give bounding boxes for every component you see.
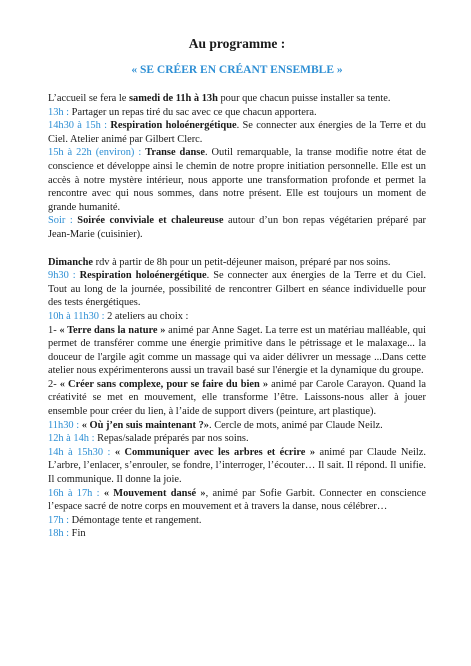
sunday-item bbox=[48, 419, 426, 433]
body-text: . Se connecter aux énergies de la Terre et du Ciel. Tout au long de la journée, possibilité de rencontrer Gilbert en séance individuelle pour des tests énergétiques. bbox=[48, 270, 427, 309]
event-subtitle: « SE CRÉER EN CRÉANT ENSEMBLE » bbox=[131, 64, 343, 76]
sunday-item bbox=[48, 269, 426, 310]
sunday-item bbox=[48, 432, 426, 446]
body-text: 2 ateliers au choix : bbox=[107, 310, 189, 322]
highlight-text: samedi de 11h à 13h bbox=[128, 93, 218, 104]
time-label: 10h à 11h30 : bbox=[48, 310, 108, 322]
body-text: rdv à partir de 8h pour un petit-déjeuner maison, préparé par nos soins. bbox=[93, 256, 391, 268]
highlight-text: Soirée conviviale et chaleureuse bbox=[77, 215, 224, 227]
time-label: 14h30 à 15h : bbox=[48, 120, 111, 132]
saturday-item bbox=[48, 119, 426, 146]
body-text: . Outil remarquable, la transe modifie notre état de conscience et développe ainsi le chemin de notre propre initiation personnelle. Elle est un accès à notre mystère intérieur, nous apporte une transformation profonde et permet la rencontre avec qui nous sommes, dans notre présent. Elle est toujours un moment de grande humanité. bbox=[48, 147, 426, 213]
time-label: 17h : bbox=[48, 514, 72, 526]
body-text: . Cercle de mots, animé par Claude Neilz. bbox=[209, 419, 383, 431]
highlight-text: « Mouvement dansé » bbox=[103, 487, 206, 499]
time-label: 16h à 17h : bbox=[48, 487, 104, 499]
body-text: animé par Claude Neilz. L’arbre, l’enlacer, s’enrouler, se fondre, l’interroger, l’écouter… Il sait. Il répond. Il unifie. Il communique. Il donne la joie. bbox=[48, 446, 427, 486]
body-text: L’accueil se fera le bbox=[48, 93, 129, 104]
page-title: Au programme : bbox=[188, 36, 286, 51]
body-text: animé par Carole Carayon. Quand la créativité se met en mouvement, elle transforme l’être. Laissons-nous aller à jouer ensemble pour créer du lien, à l’aide de support divers (peinture, art plastique). bbox=[48, 378, 426, 418]
body-text: 1- bbox=[48, 324, 60, 336]
saturday-item bbox=[48, 92, 426, 106]
saturday-item bbox=[48, 146, 426, 214]
time-label: 12h à 14h : bbox=[48, 433, 98, 445]
highlight-text: « Créer sans complexe, pour se faire du bien » bbox=[59, 378, 269, 390]
time-label: 14h à 15h30 : bbox=[48, 446, 115, 458]
time-label: 13h : bbox=[48, 106, 72, 118]
body-text: Partager un repas tiré du sac avec ce que chacun apportera. bbox=[71, 106, 317, 118]
highlight-text: « Communiquer avec les arbres et écrire » bbox=[114, 446, 316, 458]
sunday-item bbox=[48, 310, 426, 324]
highlight-text: Respiration holoénergétique bbox=[79, 270, 207, 282]
program-document bbox=[48, 36, 426, 541]
body-text: . Se connecter aux énergies de la Terre et du Ciel. Atelier animé par Gilbert Clerc. bbox=[48, 120, 427, 145]
time-label: 15h à 22h (environ) : bbox=[48, 147, 146, 159]
body-text: , animé par Sofie Garbit. Connecter en conscience l’espace sacré de notre corps en mouvement et à travers la danse, nous célébrer… bbox=[48, 487, 427, 513]
sunday-item bbox=[48, 514, 426, 528]
body-text: Démontage tente et rangement. bbox=[71, 514, 202, 526]
highlight-text: Respiration holoénergétique bbox=[110, 120, 237, 132]
highlight-text: « Terre dans la nature » bbox=[59, 324, 166, 336]
saturday-item bbox=[48, 214, 426, 241]
saturday-item bbox=[48, 106, 426, 120]
body-text: animé par Anne Saget. La terre est un matériau malléable, qui permet de transférer comme une énergie primitive dans le pétrissage et le malaxage... la douceur de l'argile agit comme un massage qui va aider délivrer un message ...Dans cette atelier nous expérimenterons aussi un travail basé sur l'énergie et la dynamique du groupe. bbox=[48, 324, 426, 377]
sunday-item bbox=[48, 487, 426, 514]
highlight-text: « Où j’en suis maintenant ?» bbox=[81, 419, 209, 431]
saturday-schedule bbox=[48, 92, 426, 242]
sunday-item bbox=[48, 378, 426, 419]
body-text: Repas/salade préparés par nos soins. bbox=[97, 433, 249, 445]
time-label: Soir : bbox=[48, 215, 78, 227]
sunday-item bbox=[48, 324, 426, 378]
sunday-item bbox=[48, 446, 426, 487]
sunday-schedule bbox=[48, 256, 426, 541]
sunday-item bbox=[48, 527, 426, 541]
highlight-text: Transe danse bbox=[145, 147, 205, 159]
body-text: Fin bbox=[71, 528, 86, 540]
time-label: 9h30 : bbox=[48, 270, 80, 282]
time-label: 18h : bbox=[48, 528, 72, 540]
highlight-text: Dimanche bbox=[48, 256, 94, 268]
time-label: 11h30 : bbox=[48, 419, 82, 431]
body-text: pour que chacun puisse installer sa tente. bbox=[217, 93, 391, 104]
sunday-item bbox=[48, 256, 426, 270]
section-gap bbox=[48, 242, 426, 256]
body-text: autour d’un bon repas végétarien préparé par Jean-Marie (cuisinier). bbox=[48, 215, 427, 240]
body-text: 2- bbox=[48, 378, 60, 390]
